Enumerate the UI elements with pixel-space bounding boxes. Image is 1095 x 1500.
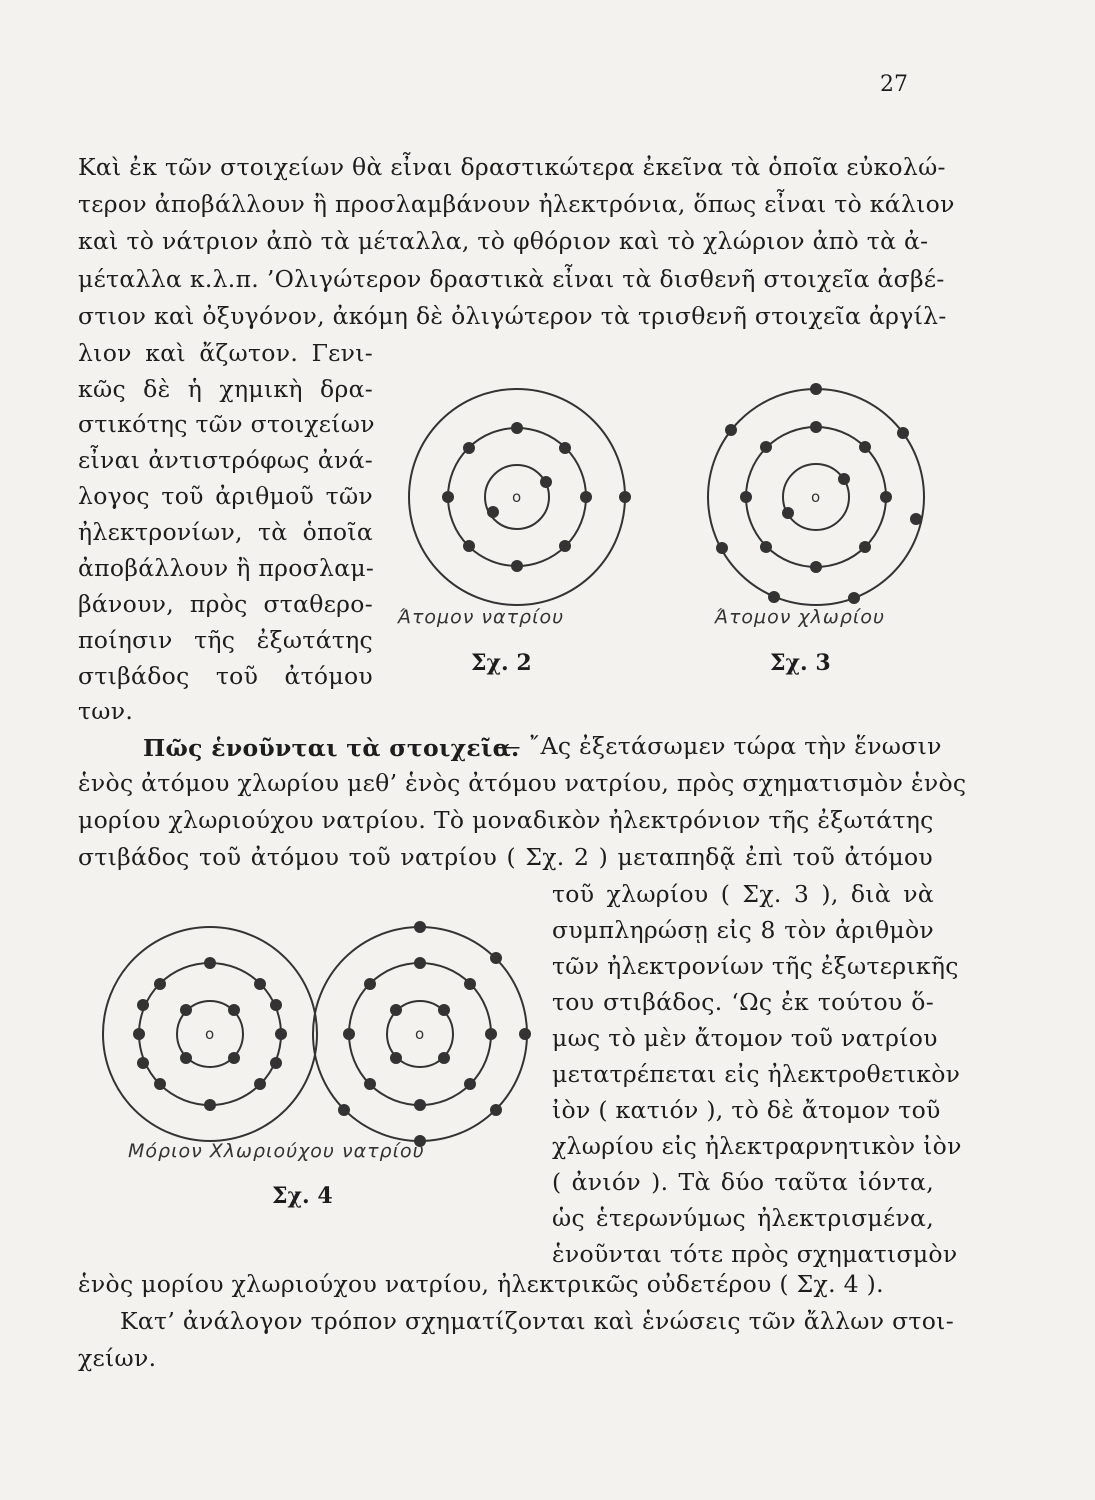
electron xyxy=(768,591,780,603)
text-line: ἰὸν ( κατιόν ), τὸ δὲ ἄτομον τοῦ xyxy=(552,1096,941,1124)
text-line: μορίου χλωριούχου νατρίου. Τὸ μοναδικὸν ἠλεκτρόνιον τῆς ἐξωτάτης xyxy=(78,806,934,834)
electron xyxy=(487,506,499,518)
electron xyxy=(464,978,476,990)
electron xyxy=(204,1099,216,1111)
electron xyxy=(490,952,502,964)
text-line: στικότης τῶν στοιχείων xyxy=(78,410,375,438)
electron xyxy=(343,1028,355,1040)
text-line: του στιβάδος. ‘Ως ἐκ τούτου ὅ- xyxy=(552,988,934,1016)
electron xyxy=(910,513,922,525)
electron xyxy=(859,541,871,553)
text-line: ποίησιν τῆς ἐξωτάτης xyxy=(78,626,373,654)
text-line: στιβάδος τοῦ ἀτόμου xyxy=(78,662,373,690)
electron xyxy=(782,507,794,519)
electron xyxy=(760,441,772,453)
electron xyxy=(438,1004,450,1016)
electron xyxy=(364,978,376,990)
electron xyxy=(390,1052,402,1064)
electron xyxy=(463,540,475,552)
text-line: τῶν ἠλεκτρονίων τῆς ἐξωτερικῆς xyxy=(552,952,959,980)
electron xyxy=(364,1078,376,1090)
text-line: ἑνοῦνται τότε πρὸς σχηματισμὸν xyxy=(552,1240,958,1268)
electron xyxy=(859,441,871,453)
text-line: μως τὸ μὲν ἄτομον τοῦ νατρίου xyxy=(552,1024,938,1052)
electron xyxy=(254,978,266,990)
figure4-label: Σχ. 4 xyxy=(272,1183,333,1209)
nucleus-label: o xyxy=(811,488,821,506)
electron xyxy=(180,1004,192,1016)
electron xyxy=(485,1028,497,1040)
text-line: ἀποβάλλουν ἢ προσλαμ- xyxy=(78,554,375,582)
electron xyxy=(838,473,850,485)
nucleus-label: o xyxy=(512,488,522,506)
text-line: τοῦ χλωρίου ( Σχ. 3 ), διὰ νὰ xyxy=(552,880,934,908)
electron xyxy=(511,560,523,572)
text-line: ὡς ἑτερωνύμως ἠλεκτρισμένα, xyxy=(552,1204,934,1232)
text-line: χείων. xyxy=(78,1344,157,1372)
electron xyxy=(897,427,909,439)
electron xyxy=(275,1028,287,1040)
text-line: στιβάδος τοῦ ἀτόμου τοῦ νατρίου ( Σχ. 2 ) μεταπηδᾷ ἐπὶ τοῦ ἀτόμου xyxy=(78,843,933,871)
electron xyxy=(228,1052,240,1064)
electron xyxy=(848,592,860,604)
text-line: λογος τοῦ ἀριθμοῦ τῶν xyxy=(78,482,373,510)
text-line: τερον ἀποβάλλουν ἢ προσλαμβάνουν ἠλεκτρόνια, ὅπως εἶναι τὸ κάλιον xyxy=(78,190,955,218)
figure2-label: Σχ. 2 xyxy=(471,650,532,676)
electron xyxy=(810,561,822,573)
electron xyxy=(810,421,822,433)
text-line: των. xyxy=(78,697,134,725)
electron xyxy=(270,1057,282,1069)
electron xyxy=(559,442,571,454)
electron xyxy=(442,491,454,503)
electron xyxy=(154,1078,166,1090)
electron xyxy=(137,1057,149,1069)
electron xyxy=(540,476,552,488)
text-line: λιον καὶ ἄζωτον. Γενι- xyxy=(78,339,373,367)
electron xyxy=(180,1052,192,1064)
electron xyxy=(270,999,282,1011)
electron xyxy=(716,542,728,554)
electron xyxy=(414,957,426,969)
text-line: κῶς δὲ ἡ χημικὴ δρα- xyxy=(78,375,373,403)
text-line: στιον καὶ ὀξυγόνον, ἀκόμη δὲ ὀλιγώτερον τὰ τρισθενῆ στοιχεῖα ἀργίλ- xyxy=(78,302,947,330)
text-line: ( ἀνιόν ). Τὰ δύο ταῦτα ἰόντα, xyxy=(552,1168,934,1196)
text-line: — ῎Ας ἐξετάσωμεν τώρα τὴν ἕνωσιν xyxy=(497,732,942,760)
electron xyxy=(438,1052,450,1064)
electron xyxy=(204,957,216,969)
text-line: Κατ’ ἀνάλογον τρόπον σχηματίζονται καὶ ἑνώσεις τῶν ἄλλων στοι- xyxy=(120,1307,954,1335)
text-line: καὶ τὸ νάτριον ἀπὸ τὰ μέταλλα, τὸ φθόριον καὶ τὸ χλώριον ἀπὸ τὰ ἀ- xyxy=(78,227,929,255)
chlorine-atom-diagram xyxy=(704,385,934,615)
figure3-caption: Άτομον χλωρίου xyxy=(715,606,885,628)
sodium-chloride-molecule-diagram xyxy=(96,920,536,1150)
electron xyxy=(810,383,822,395)
text-line: βάνουν, πρὸς σταθερο- xyxy=(78,590,373,618)
figure2-caption: Άτομον νατρίου xyxy=(398,606,565,628)
electron xyxy=(760,541,772,553)
section-heading: Πῶς ἑνοῦνται τὰ στοιχεῖα. xyxy=(143,734,520,762)
sodium-atom-diagram xyxy=(405,385,635,615)
electron xyxy=(490,1104,502,1116)
electron xyxy=(254,1078,266,1090)
electron xyxy=(463,442,475,454)
nucleus-label: o xyxy=(415,1025,425,1043)
electron xyxy=(880,491,892,503)
electron xyxy=(580,491,592,503)
text-line: Καὶ ἐκ τῶν στοιχείων θὰ εἶναι δραστικώτερα ἐκεῖνα τὰ ὁποῖα εὐκολώ- xyxy=(78,153,946,181)
electron xyxy=(338,1104,350,1116)
figure3-label: Σχ. 3 xyxy=(770,650,831,676)
electron xyxy=(464,1078,476,1090)
electron xyxy=(725,424,737,436)
text-line: ἠλεκτρονίων, τὰ ὁποῖα xyxy=(78,518,373,546)
electron xyxy=(619,491,631,503)
electron xyxy=(133,1028,145,1040)
electron xyxy=(154,978,166,990)
nucleus-label: o xyxy=(205,1025,215,1043)
electron xyxy=(414,1099,426,1111)
text-line: ἑνὸς μορίου χλωριούχου νατρίου, ἠλεκτρικῶς οὐδετέρου ( Σχ. 4 ). xyxy=(78,1270,884,1298)
electron xyxy=(414,921,426,933)
text-line: χλωρίου εἰς ἠλεκτραρνητικὸν ἰὸν xyxy=(552,1132,962,1160)
figure4-caption: Μόριον Χλωριούχου νατρίου xyxy=(128,1140,425,1162)
text-line: μέταλλα κ.λ.π. ’Ολιγώτερον δραστικὰ εἶναι τὰ δισθενῆ στοιχεῖα ἀσβέ- xyxy=(78,265,945,293)
electron xyxy=(390,1004,402,1016)
text-line: μετατρέπεται εἰς ἠλεκτροθετικὸν xyxy=(552,1060,961,1088)
text-line: ἑνὸς ἀτόμου χλωρίου μεθ’ ἑνὸς ἀτόμου νατρίου, πρὸς σχηματισμὸν ἑνὸς xyxy=(78,769,967,797)
electron xyxy=(519,1028,531,1040)
electron xyxy=(228,1004,240,1016)
electron xyxy=(511,422,523,434)
page-number: 27 xyxy=(880,72,908,97)
electron xyxy=(559,540,571,552)
electron xyxy=(740,491,752,503)
electron xyxy=(137,999,149,1011)
text-line: εἶναι ἀντιστρόφως ἀνά- xyxy=(78,446,373,474)
text-line: συμπληρώσῃ εἰς 8 τὸν ἀριθμὸν xyxy=(552,916,934,944)
